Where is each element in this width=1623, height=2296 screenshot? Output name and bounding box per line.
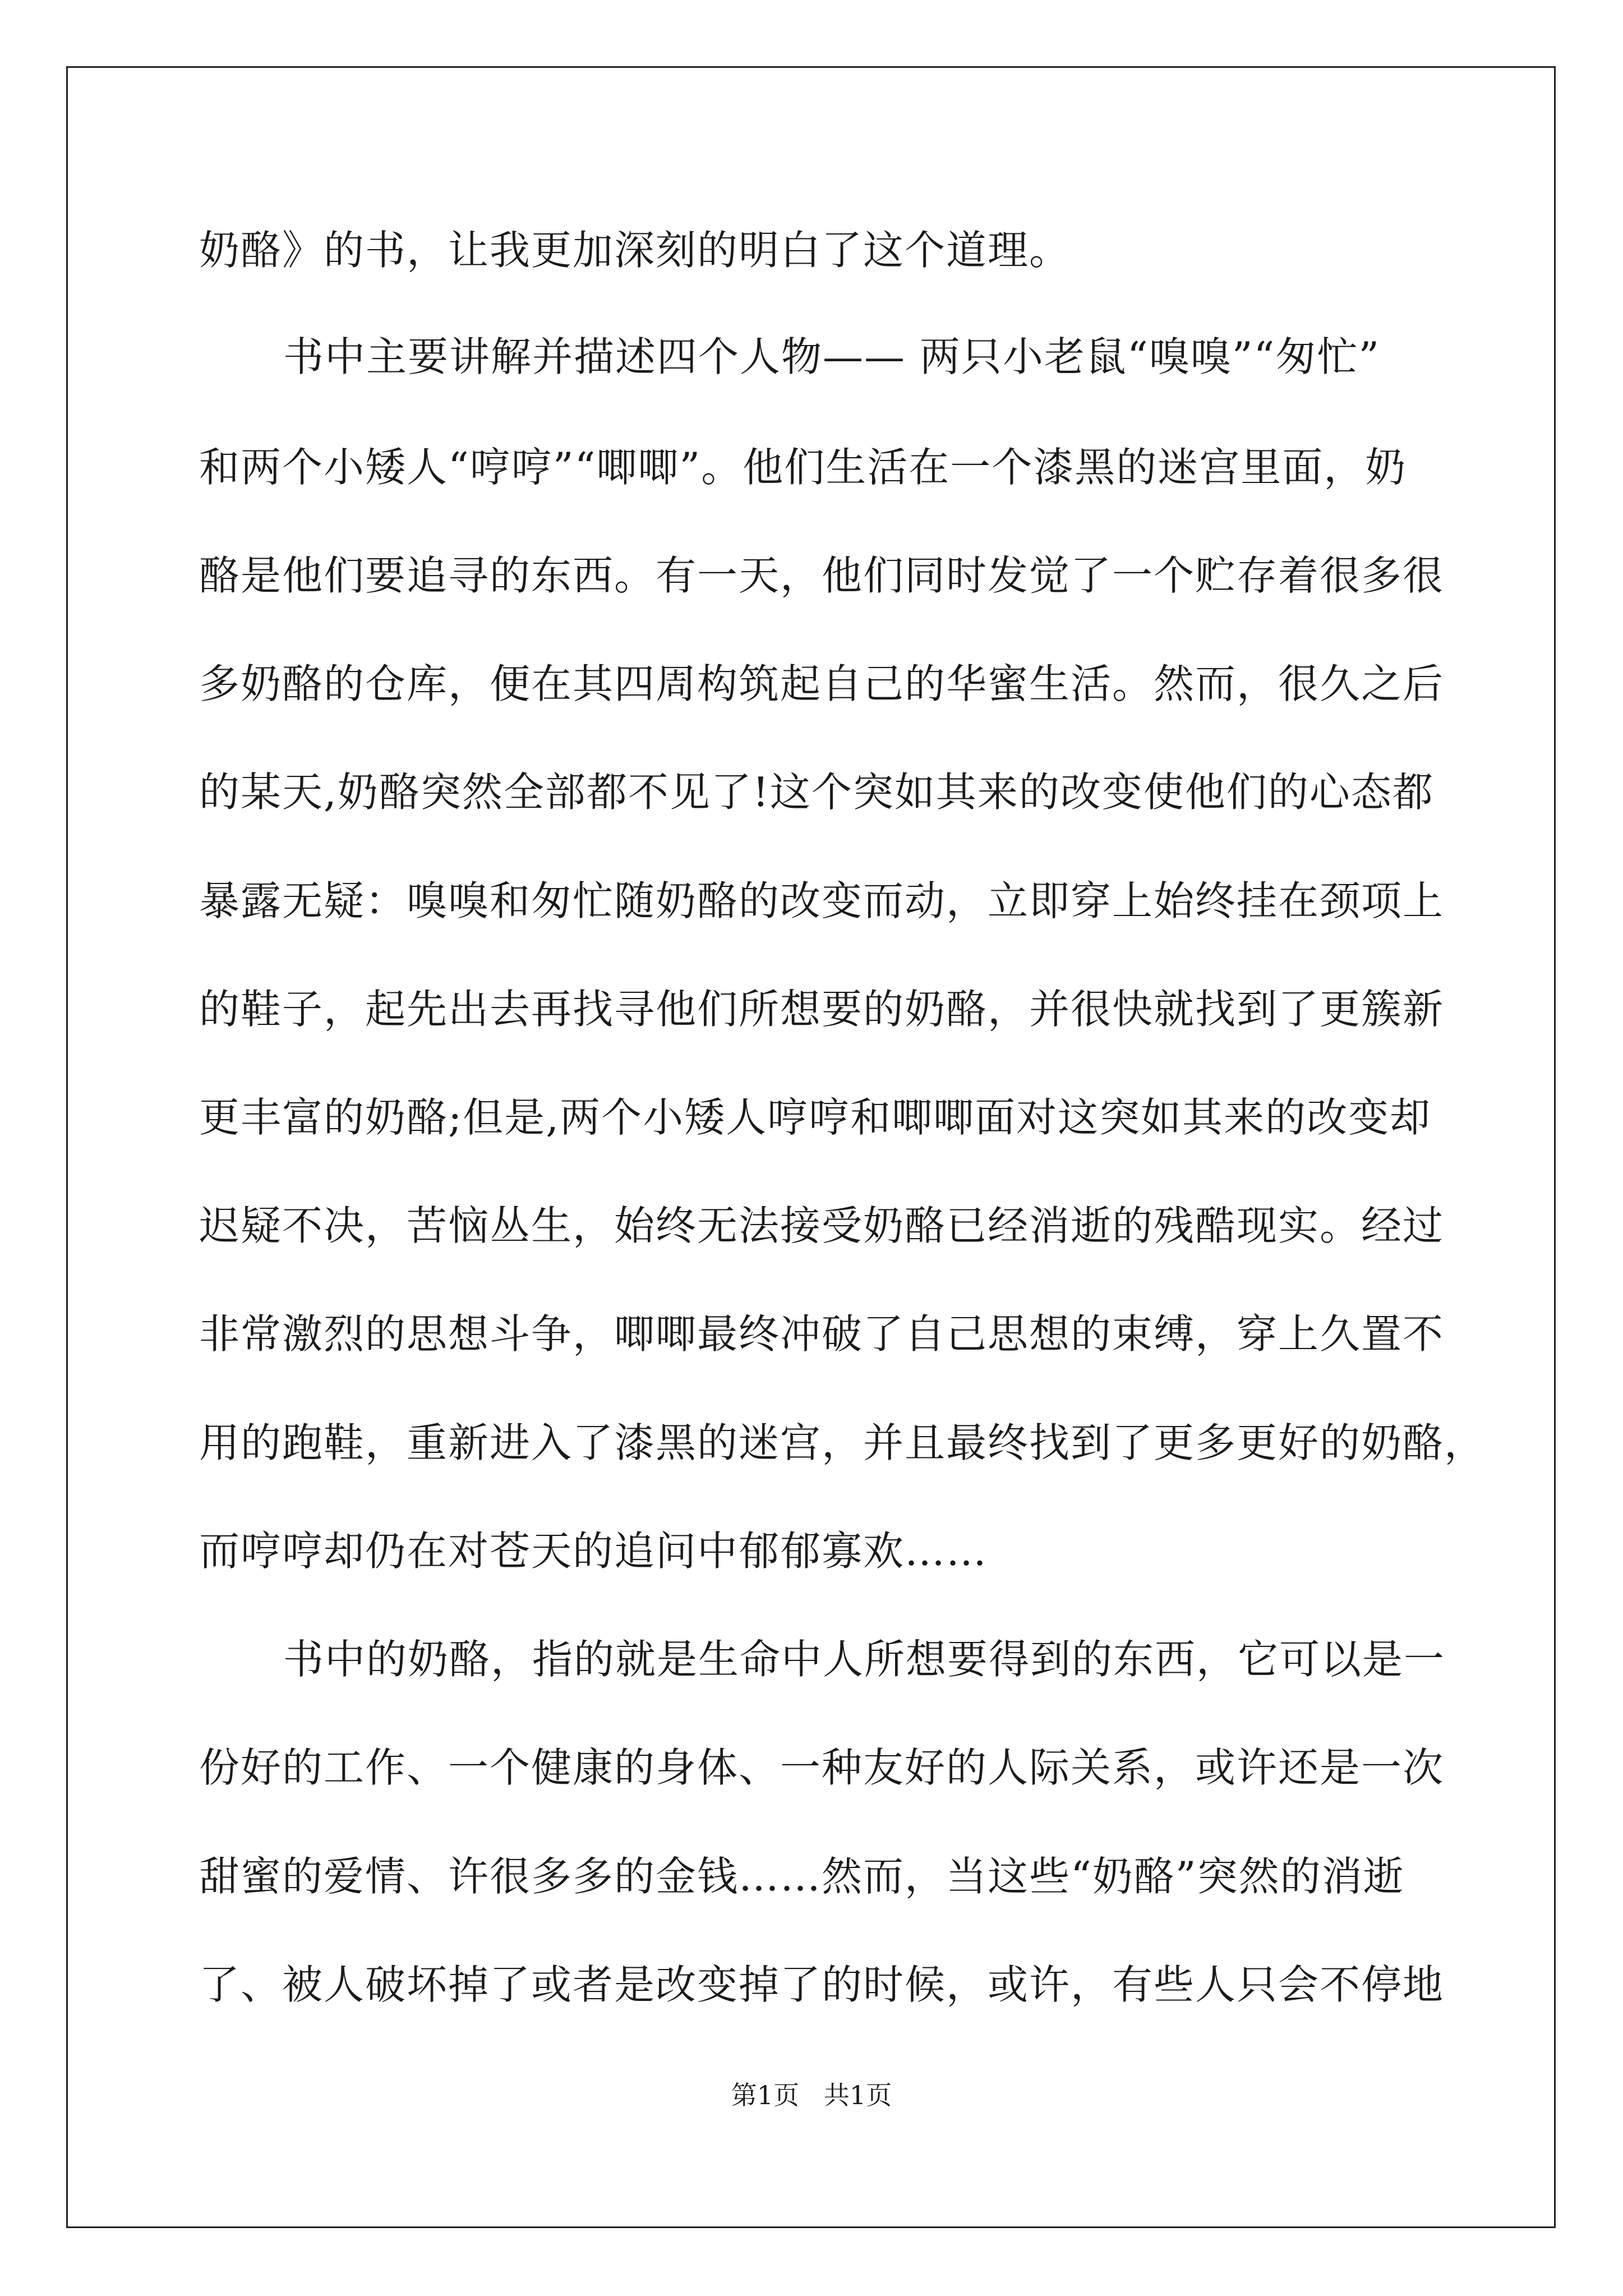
text-line: 和两个小矮人“哼哼”“唧唧”。他们生活在一个漆黑的迷宫里面，奶 (199, 444, 1407, 491)
text-line: 的鞋子，起先出去再找寻他们所想要的奶酪，并很快就找到了更簇新 (199, 986, 1445, 1033)
page-border (66, 66, 1556, 2228)
paragraph-first-line: 书中主要讲解并描述四个人物—— 两只小老鼠“嗅嗅”“匆忙” (283, 333, 1381, 380)
text-line: 而哼哼却仍在对苍天的追问中郁郁寡欢…… (199, 1527, 988, 1575)
text-line: 多奶酪的仓库，便在其四周构筑起自己的华蜜生活。然而，很久之后 (199, 660, 1445, 707)
page-footer: 第1页 共1页 (731, 2080, 892, 2110)
text-line: 的某天,奶酪突然全部都不见了!这个突如其来的改变使他们的心态都 (199, 769, 1434, 816)
text-line: 更丰富的奶酪;但是,两个小矮人哼哼和唧唧面对这突如其来的改变却 (199, 1094, 1432, 1141)
text-line: 酪是他们要追寻的东西。有一天，他们同时发觉了一个贮存着很多很 (199, 552, 1445, 599)
text-line: 非常激烈的思想斗争，唧唧最终冲破了自己思想的束缚，穿上久置不 (199, 1310, 1445, 1358)
text-line: 份好的工作、一个健康的身体、一种友好的人际关系，或许还是一次 (199, 1744, 1445, 1791)
text-line: 奶酪》的书，让我更加深刻的明白了这个道理。 (199, 227, 1071, 274)
paragraph-first-line: 书中的奶酪，指的就是生命中人所想要得到的东西，它可以是一 (283, 1636, 1446, 1683)
text-line: 甜蜜的爱情、许很多多的金钱……然而，当这些“奶酪”突然的消逝 (199, 1853, 1405, 1900)
text-line: 了、被人破坏掉了或者是改变掉了的时候，或许，有些人只会不停地 (199, 1961, 1445, 2008)
text-line: 用的跑鞋，重新进入了漆黑的迷宫，并且最终找到了更多更好的奶酪， (199, 1419, 1486, 1466)
text-line: 迟疑不决，苦恼丛生，始终无法接受奶酪已经消逝的残酷现实。经过 (199, 1202, 1445, 1249)
text-line: 暴露无疑：嗅嗅和匆忙随奶酪的改变而动，立即穿上始终挂在颈项上 (199, 877, 1445, 924)
